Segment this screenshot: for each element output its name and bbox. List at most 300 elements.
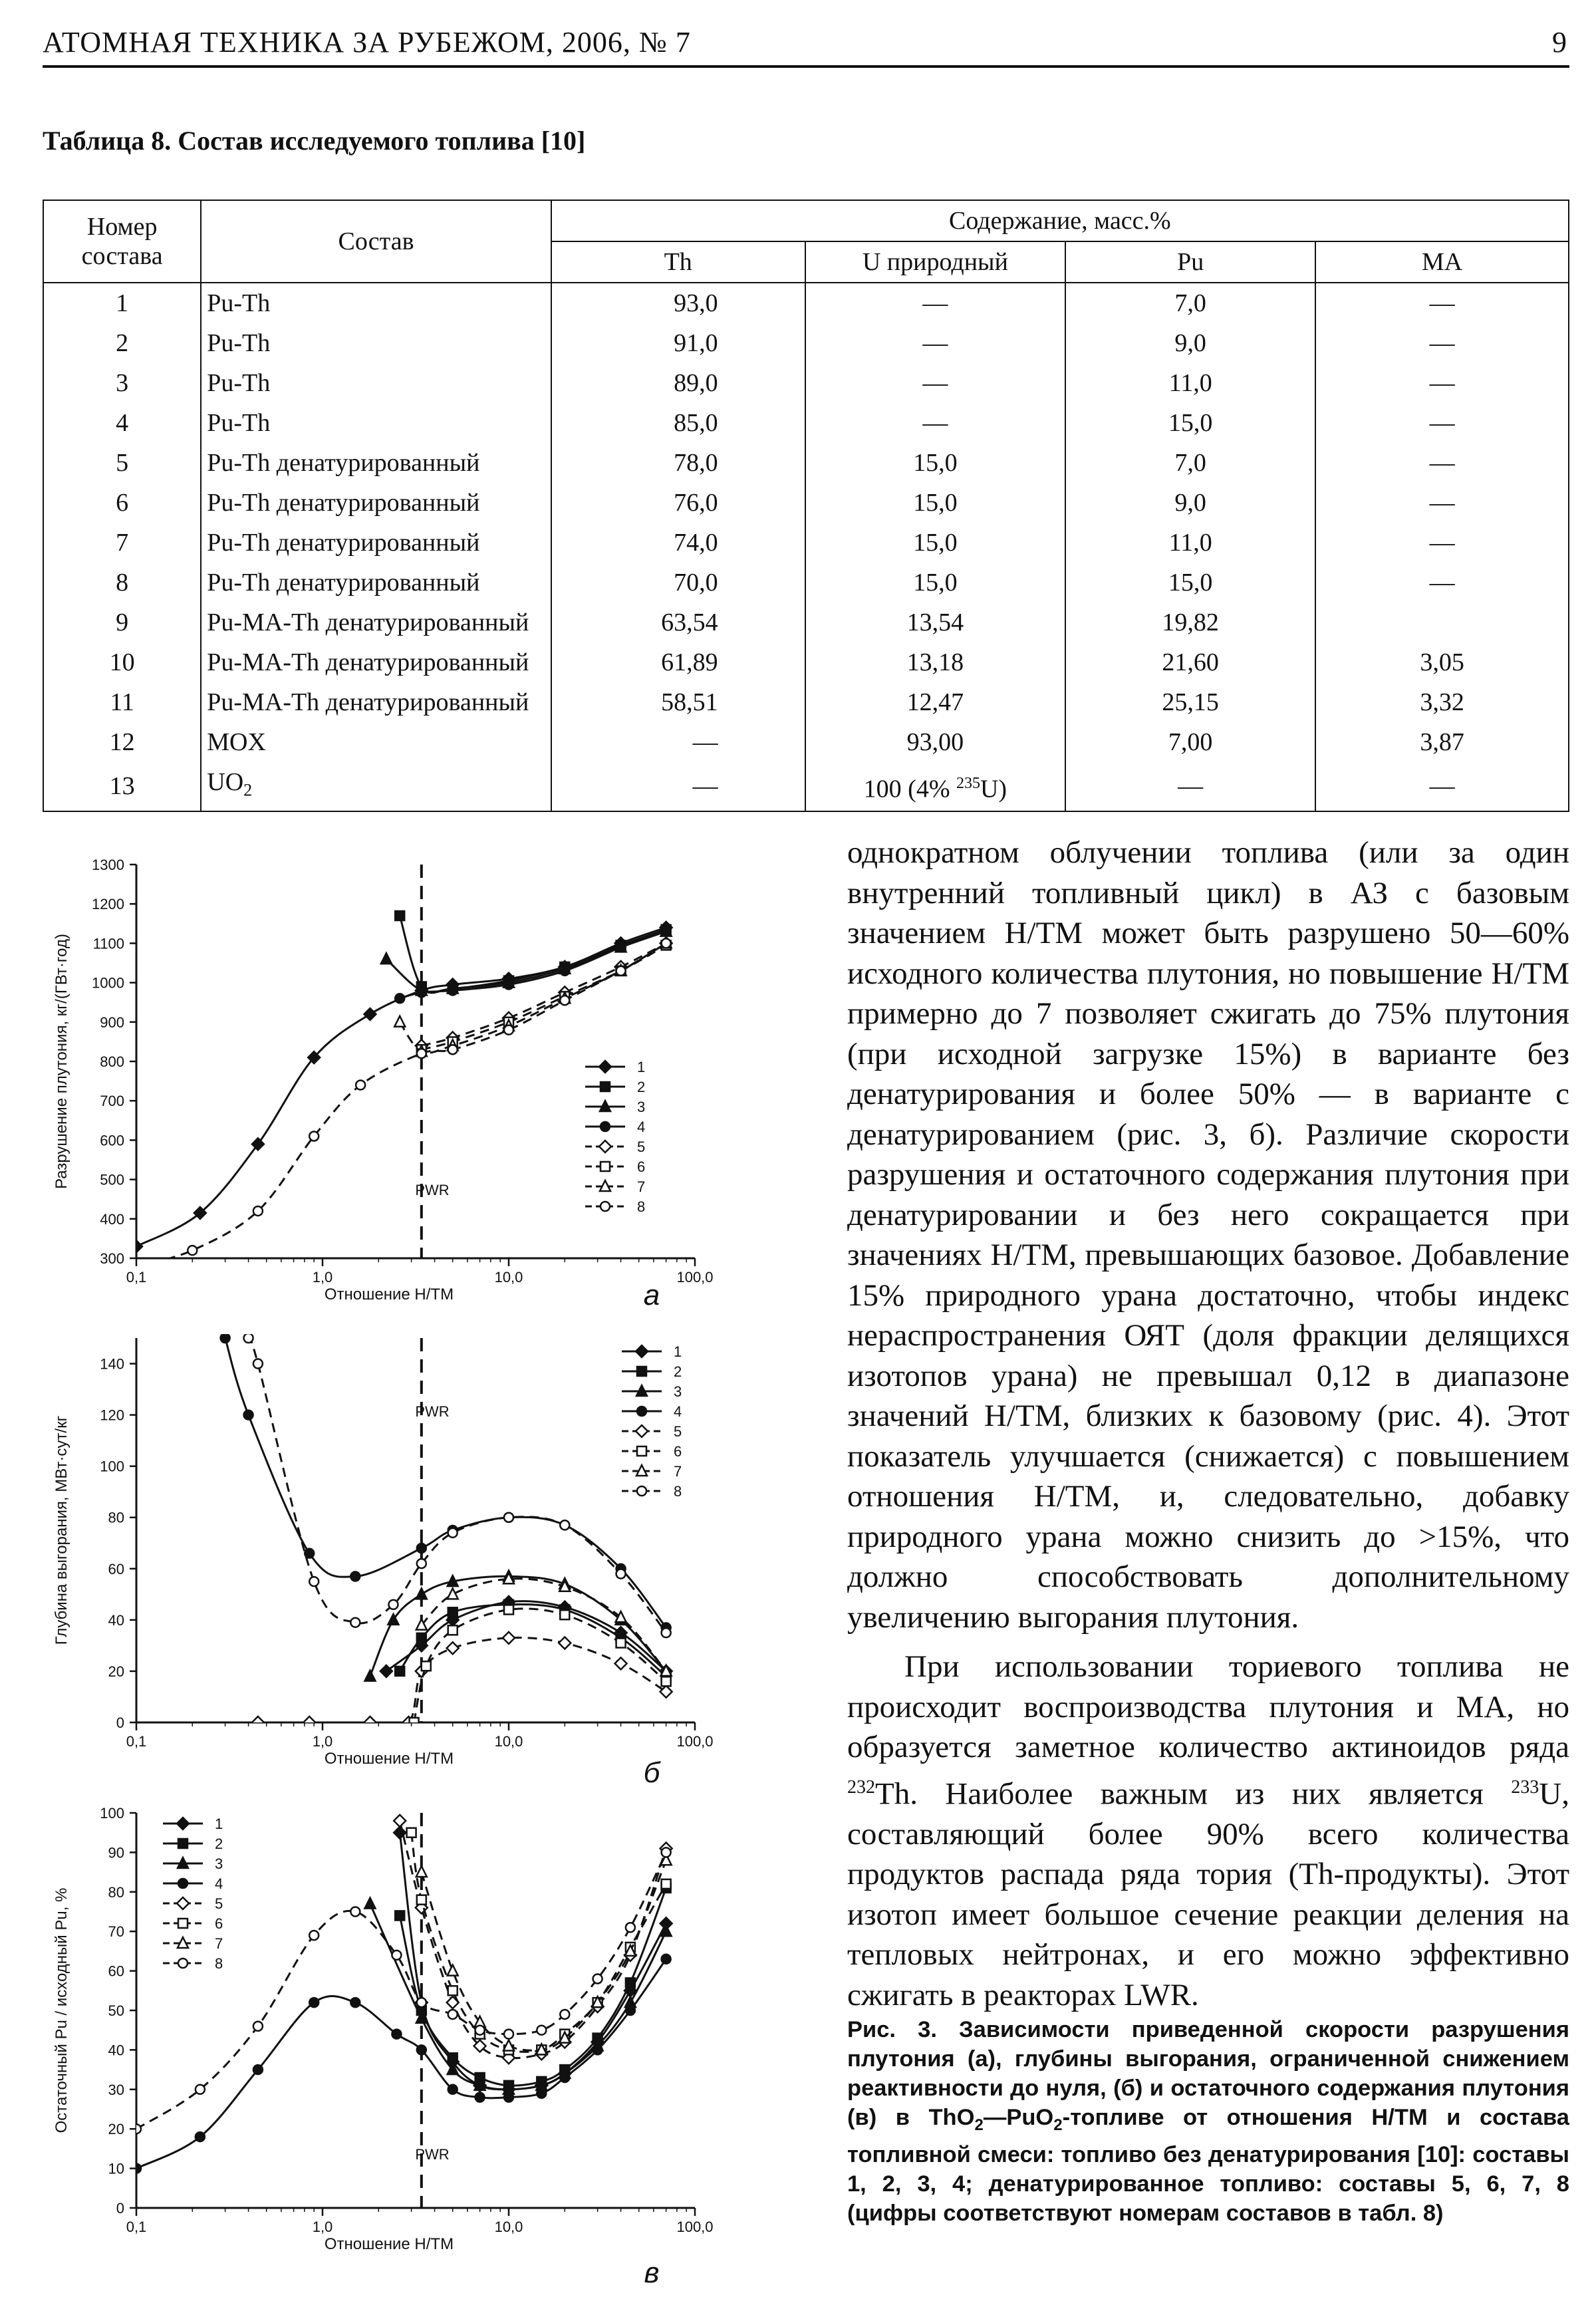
data-point	[305, 1549, 314, 1558]
data-point	[356, 1081, 365, 1090]
data-point	[448, 1965, 458, 1976]
cell-ma: —	[1315, 762, 1569, 811]
data-point	[364, 1008, 376, 1020]
y-tick-label: 80	[108, 1883, 124, 1901]
x-tick-label: 100,0	[676, 1733, 714, 1750]
cell-ma: —	[1315, 563, 1569, 603]
table-caption: Таблица 8. Состав исследуемого топлива [10]	[43, 126, 586, 156]
cell-pu: 11,0	[1065, 523, 1315, 563]
data-point	[448, 1986, 458, 1995]
cell-pu: 11,0	[1065, 363, 1315, 403]
cell-composition: $UO_2$	[201, 762, 551, 811]
cell-th: 93,0	[551, 283, 805, 323]
x-tick-label: 10,0	[494, 1733, 523, 1750]
data-point	[537, 2089, 546, 2098]
data-point	[309, 1931, 319, 1940]
series-4	[221, 1333, 671, 1632]
cell-composition: Pu-Th	[201, 283, 551, 323]
data-point	[560, 2073, 569, 2082]
legend-label: 8	[637, 1198, 646, 1215]
cell-number: 6	[43, 483, 201, 523]
x-tick-label: 10,0	[494, 1269, 523, 1286]
y-tick-label: 900	[100, 1014, 124, 1031]
data-point	[392, 2030, 401, 2039]
data-point	[448, 1045, 458, 1054]
data-point	[559, 1637, 571, 1649]
x-tick-label: 0,1	[126, 1733, 147, 1750]
data-point	[417, 1544, 426, 1553]
y-tick-label: 700	[100, 1093, 124, 1110]
y-tick-label: 1300	[92, 857, 124, 873]
cell-composition: Pu-Th денатурированный	[201, 443, 551, 483]
cell-composition: Pu-Th	[201, 403, 551, 443]
data-point	[637, 1407, 646, 1416]
y-tick-label: 10	[108, 2160, 124, 2177]
cell-u: —	[805, 323, 1066, 363]
y-tick-label: 1100	[92, 935, 124, 952]
data-point	[560, 1610, 569, 1619]
legend-label: 1	[674, 1343, 682, 1360]
cell-pu: 19,82	[1065, 603, 1315, 642]
header-ma: MA	[1315, 241, 1569, 283]
x-axis-label: Отношение H/TM	[324, 1750, 454, 1768]
series-8	[132, 1847, 671, 2133]
paragraph-2: При использовании ториевого топлива не происходит воспроизводства плутония и MA, но образуется заметное количество актиноидов ряда $^{232}$Th. Наиболее важным из них является $^{233}$U, составляющий более 90% всего количества продуктов распада ряда тория (Th-продукты). Этот изотоп имеет большое сечение реакции деления на тепловых нейтронах, и его можно эффективно сжигать в реакторах LWR.	[847, 1649, 1569, 2012]
data-point	[422, 1661, 431, 1671]
cell-u: 15,0	[805, 483, 1066, 523]
data-point	[417, 1633, 426, 1643]
data-point	[177, 1897, 189, 1909]
cell-th: 89,0	[551, 363, 805, 403]
pwr-label: PWR	[415, 1182, 450, 1198]
data-point	[504, 1025, 513, 1035]
series-line	[136, 1959, 666, 2169]
pwr-label: PWR	[415, 2146, 450, 2163]
page-header	[43, 24, 1569, 68]
y-tick-label: 500	[100, 1171, 124, 1188]
data-point	[448, 2085, 458, 2094]
cell-composition: Pu-Th	[201, 363, 551, 403]
legend-label: 2	[215, 1835, 223, 1852]
data-point	[417, 2045, 426, 2054]
data-point	[560, 996, 569, 1005]
series-line	[422, 945, 666, 1049]
cell-pu: 15,0	[1065, 563, 1315, 603]
cell-composition: Pu-MA-Th денатурированный	[201, 682, 551, 722]
journal-title: АТОМНАЯ ТЕХНИКА ЗА РУБЕЖОМ, 2006, № 7	[43, 26, 691, 59]
y-tick-label: 40	[108, 1611, 124, 1629]
legend-label: 6	[215, 1915, 223, 1932]
legend-label: 6	[637, 1158, 646, 1175]
series-line	[400, 1821, 666, 2058]
data-point	[395, 994, 404, 1003]
data-point	[600, 1162, 610, 1171]
series-5	[252, 1632, 672, 1728]
cell-ma: —	[1315, 363, 1569, 403]
data-point	[196, 2132, 205, 2141]
data-point	[448, 1625, 458, 1635]
figure-caption: Рис. 3. Зависимости приведенной скорости разрушения плутония (а), глубины выгорания, ограниченной снижением реактивности до нуля, (б) и остаточного содержания плутония (в) в ThO$_2$—PuO$_2$-топливе от отношения H/TM и состава топливной смеси: топливо без денатурирования [10]: составы 1, 2, 3, 4; денатурированное топливо: составы 5, 6, 7, 8 (цифры соответствуют номерам составов в табл. 8)	[847, 2017, 1569, 2226]
data-point	[253, 2022, 263, 2031]
series-6	[417, 940, 671, 1054]
data-point	[448, 2010, 458, 2019]
header-pu: Pu	[1065, 241, 1315, 283]
series-4	[395, 925, 670, 1004]
series-2	[395, 911, 670, 994]
cell-ma	[1315, 603, 1569, 642]
data-point	[662, 925, 671, 934]
legend-label: 2	[674, 1363, 682, 1380]
y-tick-label: 0	[116, 1714, 124, 1731]
legend-label: 7	[215, 1935, 223, 1952]
data-point	[417, 1998, 426, 2007]
data-point	[407, 1828, 416, 1837]
cell-ma: 3,05	[1315, 642, 1569, 682]
data-point	[637, 1446, 646, 1456]
y-tick-label: 80	[108, 1509, 124, 1526]
x-tick-label: 10,0	[494, 2219, 523, 2235]
cell-number: 5	[43, 443, 201, 483]
series-line	[136, 1852, 666, 2129]
cell-composition: Pu-Th денатурированный	[201, 563, 551, 603]
y-tick-label: 70	[108, 1923, 124, 1941]
cell-number: 7	[43, 523, 201, 563]
data-point	[417, 1049, 426, 1058]
cell-number: 3	[43, 363, 201, 403]
table-row	[43, 523, 1569, 563]
data-point	[309, 1577, 319, 1586]
data-point	[593, 1974, 602, 1983]
series-line	[400, 943, 666, 1053]
cell-u: 93,00	[805, 722, 1066, 762]
legend-label: 8	[674, 1483, 682, 1500]
cell-ma: 3,32	[1315, 682, 1569, 722]
data-point	[662, 1677, 671, 1686]
cell-composition: Pu-MA-Th денатурированный	[201, 603, 551, 642]
cell-u: 15,0	[805, 523, 1066, 563]
y-tick-label: 100	[100, 1805, 124, 1822]
data-point	[417, 1895, 426, 1905]
data-point	[188, 1246, 197, 1255]
data-point	[475, 2093, 485, 2102]
data-point	[616, 1639, 626, 1648]
series-line	[400, 916, 666, 993]
series-8	[132, 938, 671, 1270]
data-point	[395, 911, 404, 920]
cell-ma: —	[1315, 403, 1569, 443]
data-point	[395, 1667, 404, 1676]
data-point	[637, 1486, 646, 1496]
data-point	[503, 1632, 515, 1644]
y-tick-label: 60	[108, 1560, 124, 1577]
data-point	[616, 1569, 626, 1579]
table-row	[43, 563, 1569, 603]
y-tick-label: 60	[108, 1963, 124, 1980]
data-point	[593, 2045, 602, 2054]
header-th: Th	[551, 241, 805, 283]
cell-ma: 3,87	[1315, 722, 1569, 762]
data-point	[381, 953, 392, 964]
series-6	[407, 1828, 671, 2055]
data-point	[178, 1839, 188, 1848]
data-point	[662, 938, 671, 948]
data-point	[177, 1818, 189, 1830]
data-point	[350, 1571, 360, 1581]
chart-a	[27, 839, 838, 1311]
data-point	[636, 1425, 648, 1437]
y-tick-label: 90	[108, 1844, 124, 1861]
panel-label: б	[643, 1756, 660, 1789]
pwr-label: PWR	[415, 1403, 450, 1420]
cell-th: 61,89	[551, 642, 805, 682]
x-axis-label: Отношение H/TM	[324, 2235, 454, 2253]
data-point	[616, 966, 626, 976]
legend-label: 3	[215, 1855, 223, 1872]
y-tick-label: 120	[100, 1407, 124, 1424]
data-point	[303, 1716, 315, 1728]
cell-number: 10	[43, 642, 201, 682]
data-point	[253, 1206, 263, 1216]
series-7	[394, 937, 671, 1056]
data-point	[626, 2006, 635, 2015]
data-point	[626, 1923, 635, 1932]
cell-ma: —	[1315, 443, 1569, 483]
table-row	[43, 283, 1569, 323]
series-line	[422, 943, 666, 1045]
data-point	[253, 1359, 263, 1369]
cell-ma: —	[1315, 323, 1569, 363]
y-tick-label: 100	[100, 1458, 124, 1475]
cell-composition: Pu-Th	[201, 323, 551, 363]
cell-composition: MOX	[201, 722, 551, 762]
table-row	[43, 323, 1569, 363]
cell-number: 11	[43, 682, 201, 722]
y-tick-label: 140	[100, 1355, 124, 1373]
y-tick-label: 50	[108, 2002, 124, 2019]
cell-th: 85,0	[551, 403, 805, 443]
cell-u: —	[805, 283, 1066, 323]
cell-ma: —	[1315, 523, 1569, 563]
legend-label: 4	[674, 1403, 682, 1420]
data-point	[416, 1588, 427, 1599]
x-tick-label: 100,0	[676, 2219, 714, 2235]
cell-th: 91,0	[551, 323, 805, 363]
cell-th: 58,51	[551, 682, 805, 722]
data-point	[309, 1998, 319, 2007]
legend	[585, 1059, 645, 1215]
data-point	[253, 2065, 263, 2074]
data-point	[350, 1907, 360, 1917]
cell-th: 76,0	[551, 483, 805, 523]
data-point	[660, 1686, 672, 1698]
series-4	[132, 1955, 671, 2173]
data-point	[394, 1016, 405, 1027]
header-u: U природный	[805, 241, 1066, 283]
x-tick-label: 0,1	[126, 2219, 147, 2235]
series-2	[395, 1883, 670, 2090]
cell-number: 2	[43, 323, 201, 363]
page-number: 9	[1552, 26, 1567, 59]
cell-th: 78,0	[551, 443, 805, 483]
data-point	[388, 1600, 398, 1609]
x-axis-label: Отношение H/TM	[324, 1286, 454, 1303]
legend-label: 8	[215, 1955, 223, 1972]
data-point	[475, 2026, 485, 2035]
paragraph-1: однократном облучении топлива (или за один внутренний топливный цикл) в АЗ с базовым значением H/TM может быть разрушено 50—60% исходного количества плутония, но повышение H/TM примерно до 7 позволяет сжигать до 75% плутония (при исходной загрузке 15%) в варианте без денатурирования и более 50% — в варианте с денатурированием (рис. 3, б). Различие скорости разрушения и остаточного содержания плутония при денатурировании и без него сокращается при значениях H/TM, превышающих базовое. Добавление 15% природного урана достаточно, чтобы индекс нераспространения ОЯТ (доля фракции делящихся изотопов урана) не превышал 0,12 в диапазоне значений H/TM, близких к базовому (рис. 4). Этот показатель улучшается (снижается) с повышением отношения H/TM, и, следовательно, добавку природного урана можно снизить до >15%, что должно способствовать дополнительному увеличению выгорания плутония.	[847, 835, 1569, 1635]
data-point	[448, 986, 458, 995]
cell-th: 70,0	[551, 563, 805, 603]
data-point	[615, 1657, 627, 1669]
cell-u: 100 (4% $^{235}$U)	[805, 762, 1066, 811]
data-point	[252, 1716, 264, 1728]
cell-u: —	[805, 363, 1066, 403]
y-tick-label: 20	[108, 1663, 124, 1680]
data-point	[504, 2030, 513, 2039]
cell-pu: 25,15	[1065, 682, 1315, 722]
cell-ma: —	[1315, 283, 1569, 323]
table-row	[43, 642, 1569, 682]
cell-u: 15,0	[805, 443, 1066, 483]
table-row	[43, 762, 1569, 811]
cell-th: —	[551, 722, 805, 762]
legend-label: 5	[637, 1139, 646, 1155]
y-tick-label: 300	[100, 1250, 124, 1267]
cell-composition: Pu-Th денатурированный	[201, 523, 551, 563]
header-content: Содержание, масс.%	[551, 200, 1569, 241]
legend-label: 5	[215, 1895, 223, 1912]
series-line	[136, 943, 666, 1266]
table-row	[43, 603, 1569, 642]
data-point	[448, 1588, 458, 1599]
cell-pu: 7,00	[1065, 722, 1315, 762]
cell-u: —	[805, 403, 1066, 443]
cell-u: 15,0	[805, 563, 1066, 603]
table-row	[43, 722, 1569, 762]
data-point	[636, 1345, 648, 1357]
y-tick-label: 20	[108, 2121, 124, 2138]
data-point	[600, 1122, 610, 1131]
legend-label: 7	[637, 1178, 646, 1195]
data-point	[244, 1333, 253, 1343]
data-point	[560, 1520, 569, 1530]
legend-label: 7	[674, 1463, 682, 1480]
cell-number: 13	[43, 762, 201, 811]
data-point	[394, 1815, 406, 1827]
cell-number: 8	[43, 563, 201, 603]
data-point	[364, 1898, 375, 1909]
data-point	[537, 2026, 546, 2035]
data-point	[196, 2085, 205, 2094]
data-point	[637, 1367, 646, 1376]
data-point	[410, 1718, 419, 1727]
cell-u: 12,47	[805, 682, 1066, 722]
header-composition: Состав	[201, 200, 551, 283]
cell-pu: —	[1065, 762, 1315, 811]
x-tick-label: 1,0	[312, 1269, 333, 1286]
table-row	[43, 363, 1569, 403]
legend-label: 2	[637, 1079, 646, 1095]
series-line	[249, 1337, 666, 1633]
chart-c	[27, 1797, 838, 2296]
series-line	[370, 1904, 666, 2090]
cell-u: 13,18	[805, 642, 1066, 682]
data-point	[392, 1951, 401, 1960]
table-row	[43, 682, 1569, 722]
data-point	[350, 1998, 360, 2007]
table-row	[43, 403, 1569, 443]
series-7	[416, 1854, 672, 2054]
data-point	[662, 1955, 671, 1964]
data-point	[448, 1607, 458, 1617]
y-axis-label: Глубина выгорания, МВт·сут/кг	[53, 1415, 70, 1645]
data-point	[599, 1141, 611, 1153]
cell-number: 12	[43, 722, 201, 762]
header-number: Номер состава	[43, 200, 201, 283]
x-tick-label: 1,0	[312, 2219, 333, 2235]
data-point	[417, 1559, 426, 1568]
data-point	[504, 1513, 513, 1522]
table-row	[43, 443, 1569, 483]
x-tick-label: 0,1	[126, 1269, 147, 1286]
y-tick-label: 600	[100, 1132, 124, 1149]
y-tick-label: 30	[108, 2081, 124, 2098]
data-point	[448, 2053, 458, 2062]
data-point	[309, 1131, 319, 1141]
legend	[163, 1816, 223, 1972]
data-point	[221, 1333, 230, 1343]
data-point	[178, 1959, 188, 1968]
y-tick-label: 800	[100, 1053, 124, 1070]
panel-label: в	[644, 2256, 660, 2289]
data-point	[599, 1061, 611, 1073]
y-tick-label: 40	[108, 2042, 124, 2059]
data-point	[662, 1628, 671, 1637]
data-point	[364, 1671, 375, 1681]
legend-label: 4	[637, 1119, 646, 1135]
data-point	[244, 1411, 253, 1420]
data-point	[504, 1605, 513, 1614]
cell-number: 4	[43, 403, 201, 443]
series-line	[258, 1638, 666, 1726]
data-point	[364, 1716, 376, 1728]
series-5	[394, 1815, 672, 2064]
x-tick-label: 100,0	[676, 1269, 714, 1286]
cell-th: 63,54	[551, 603, 805, 642]
data-point	[448, 1528, 458, 1538]
cell-pu: 7,0	[1065, 283, 1315, 323]
table-row	[43, 483, 1569, 523]
data-point	[662, 1879, 671, 1889]
data-point	[178, 1919, 188, 1928]
legend-label: 3	[674, 1383, 682, 1400]
data-point	[178, 1879, 188, 1888]
legend-label: 6	[674, 1443, 682, 1460]
article-text	[847, 833, 1569, 2015]
y-axis-label: Разрушение плутония, кг/(ГВт·год)	[53, 934, 70, 1189]
y-tick-label: 1200	[92, 896, 124, 913]
y-tick-label: 1000	[92, 974, 124, 992]
cell-th: 74,0	[551, 523, 805, 563]
cell-pu: 7,0	[1065, 443, 1315, 483]
data-point	[626, 1978, 635, 1987]
x-tick-label: 1,0	[312, 1733, 333, 1750]
y-tick-label: 400	[100, 1210, 124, 1228]
data-point	[416, 1866, 427, 1877]
cell-th: —	[551, 762, 805, 811]
data-point	[417, 988, 426, 997]
cell-u: 13,54	[805, 603, 1066, 642]
cell-pu: 9,0	[1065, 483, 1315, 523]
